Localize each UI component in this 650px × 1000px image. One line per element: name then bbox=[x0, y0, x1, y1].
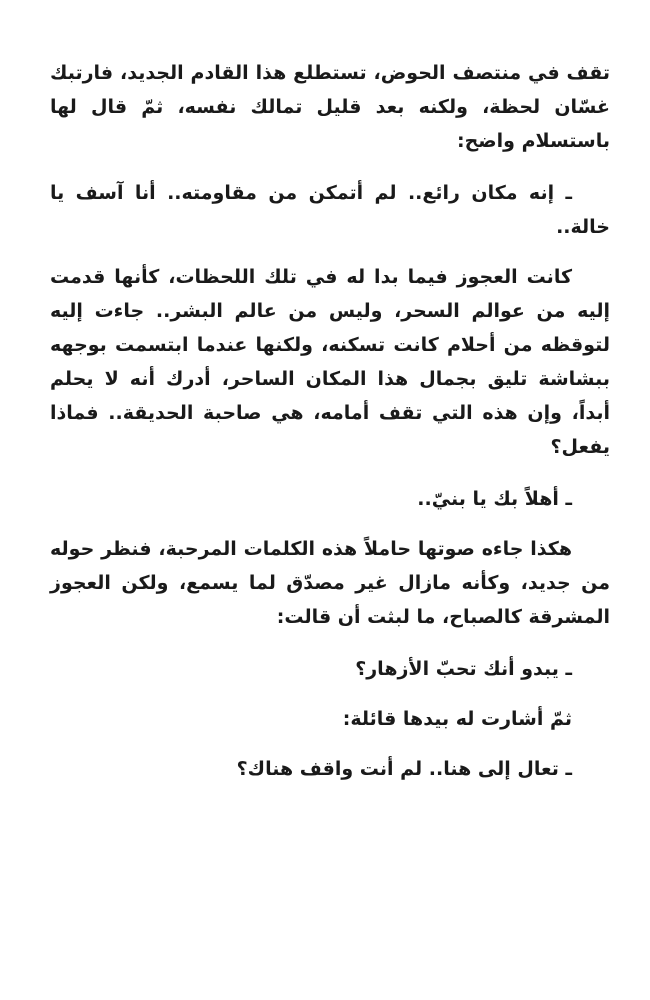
paragraph-7: ثمّ أشارت له بيدها قائلة: bbox=[342, 708, 572, 730]
paragraph-4-dialogue: ـ أهلاً بك يا بنيّ.. bbox=[417, 488, 572, 510]
paragraph-1: تقف في منتصف الحوض، تستطلع هذا القادم الجديد، فارتبك غسّان لحظة، ولكنه بعد قليل تمالك نفسه، ثمّ قال لها باستسلام واضح: bbox=[50, 62, 610, 152]
paragraph-2-dialogue: ـ إنه مكان رائع.. لم أتمكن من مقاومته.. أنا آسف يا خالة.. bbox=[50, 182, 610, 238]
paragraph-5: هكذا جاءه صوتها حاملاً هذه الكلمات المرحبة، فنظر حوله من جديد، وكأنه مازال غير مصدّق لما يسمع، ولكن العجوز المشرقة كالصباح، ما لبثت أن قالت: bbox=[50, 538, 610, 628]
paragraph-6-dialogue: ـ يبدو أنك تحبّ الأزهار؟ bbox=[355, 658, 572, 680]
paragraph-3: كانت العجوز فيما بدا له في تلك اللحظات، كأنها قدمت إليه من عوالم السحر، وليس من عالم البشر.. جاءت إليه لتوقظه من أحلام كانت تسكنه، ولكنها عندما ابتسمت بوجهه ببشاشة تليق بجمال هذا المكان الساحر، أدرك أنه لا يحلم أبداً، وإن هذه التي تقف أمامه، هي صاحبة الحديقة.. فماذا يفعل؟ bbox=[50, 266, 610, 458]
paragraph-8-dialogue: ـ تعال إلى هنا.. لم أنت واقف هناك؟ bbox=[236, 758, 572, 780]
book-page bbox=[50, 56, 610, 802]
